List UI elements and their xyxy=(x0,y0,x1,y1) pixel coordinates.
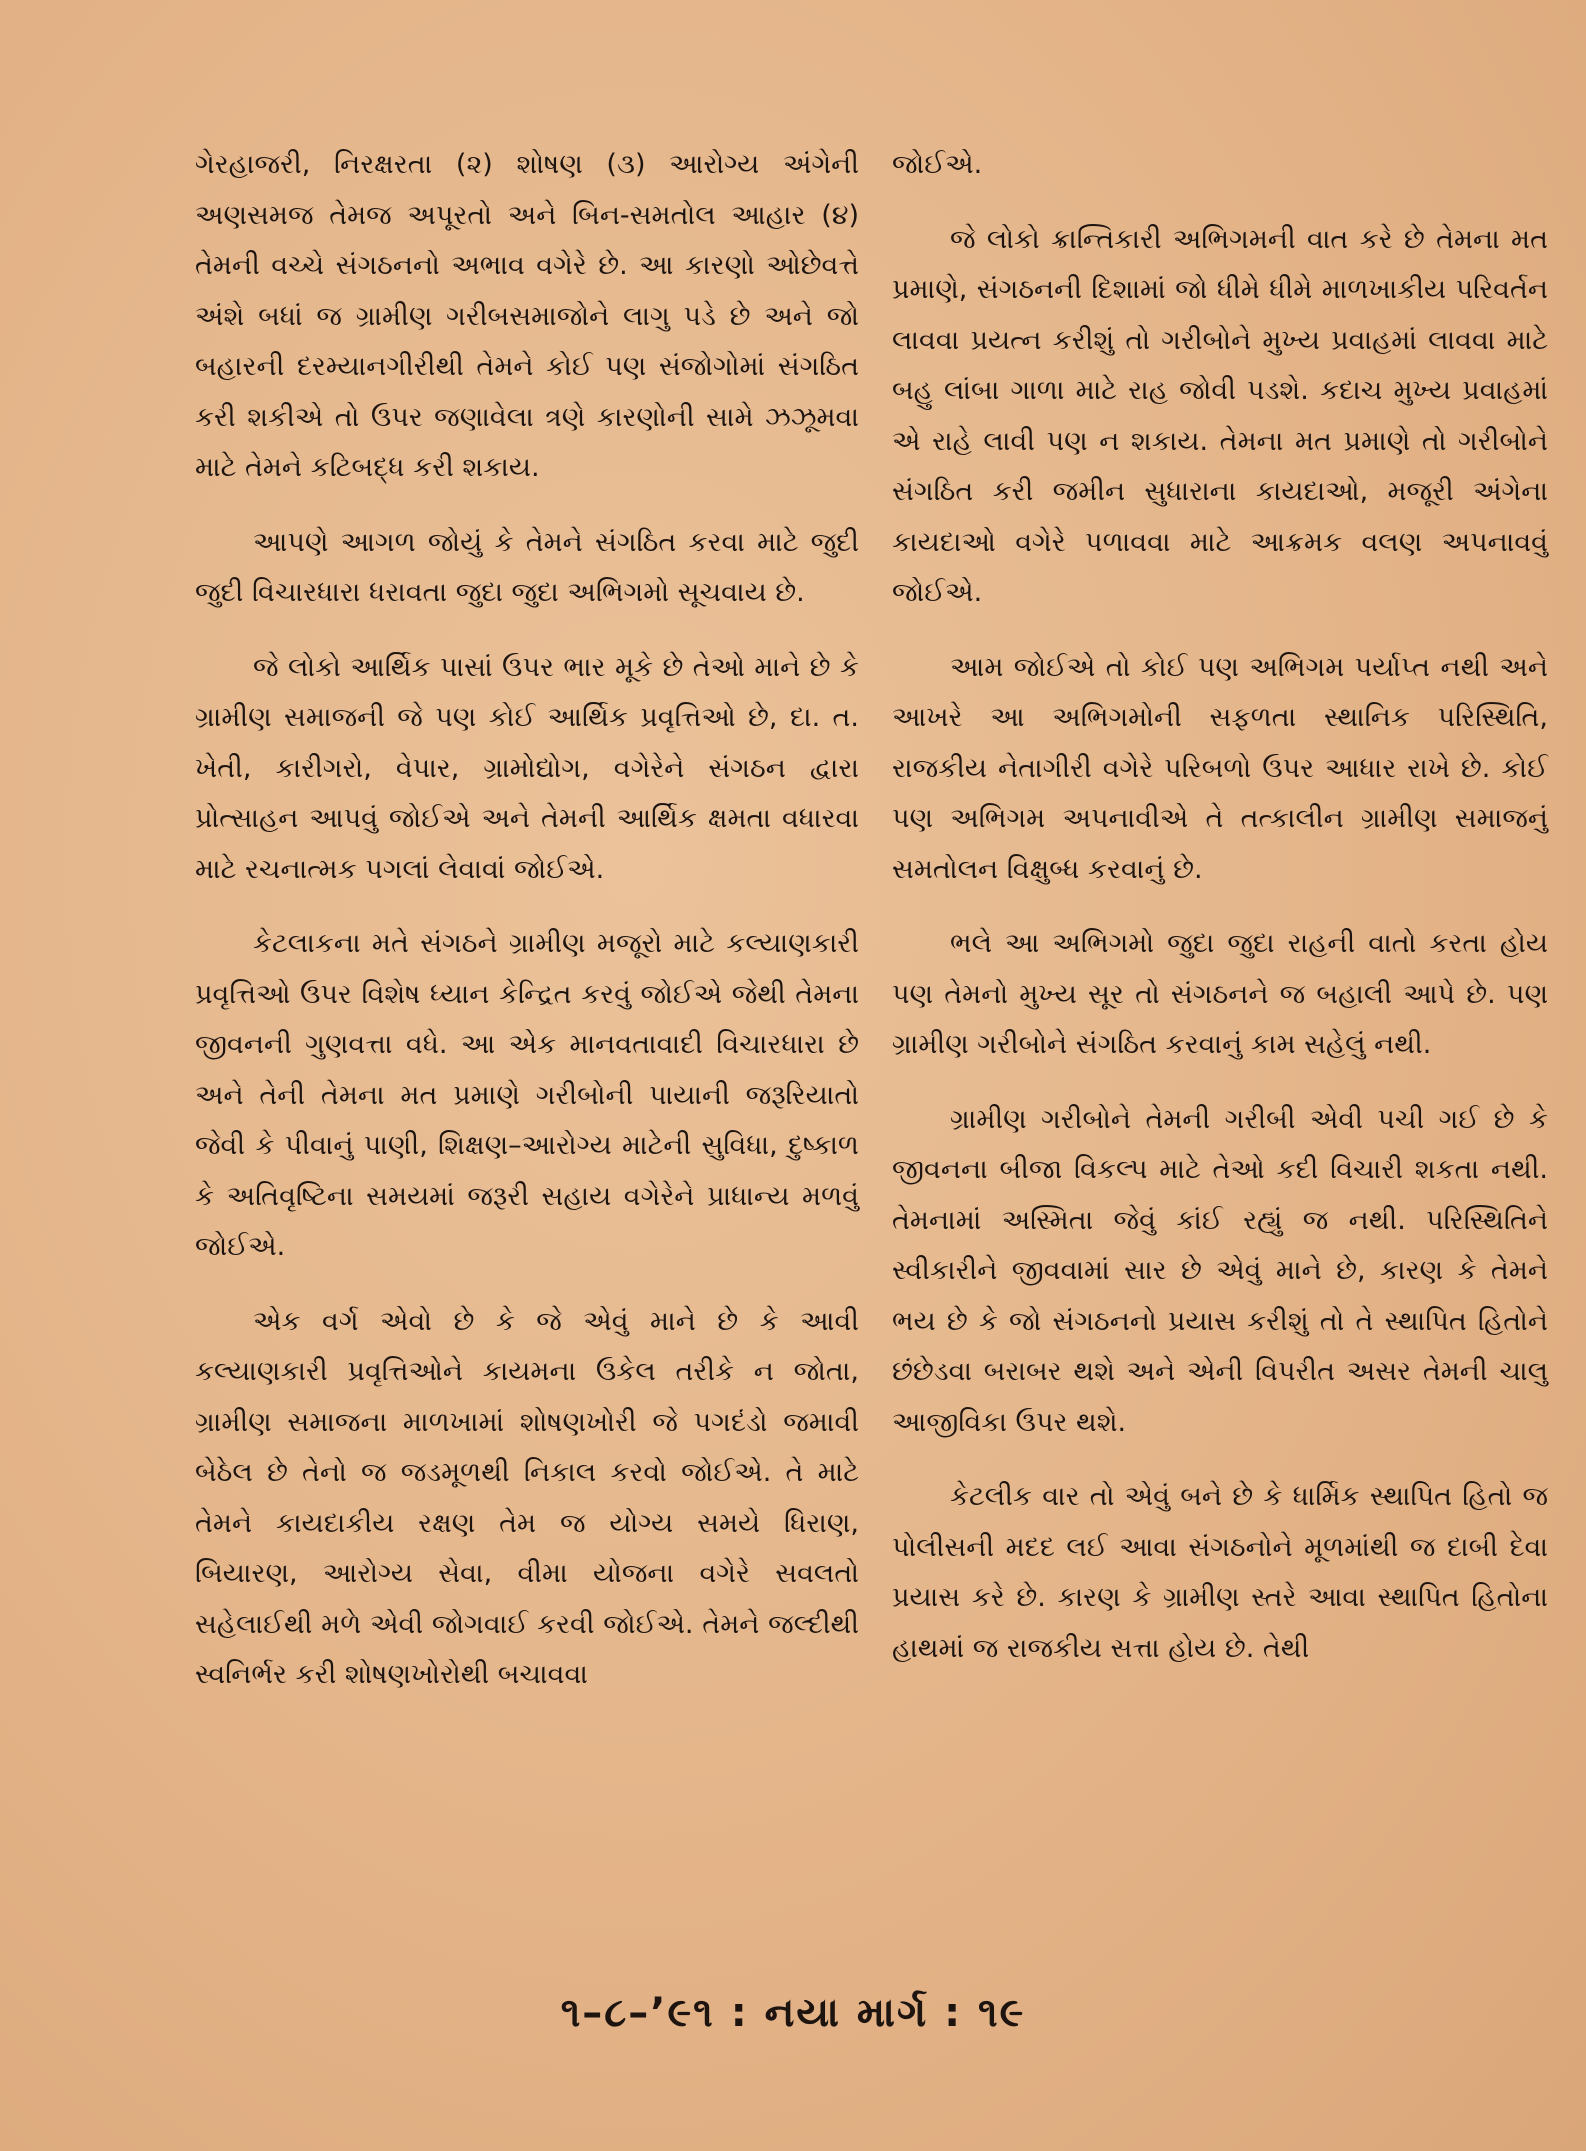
paragraph: ગ્રામીણ ગરીબોને તેમની ગરીબી એવી પચી ગઈ છે કે જીવનના બીજા વિકલ્પ માટે તેઓ કદી વિચારી શકતા નથી. તેમનામાં અસ્મિતા જેવું કાંઈ રહ્યું જ નથી. પરિસ્થિતિને સ્વીકારીને જીવવામાં સાર છે એવું માને છે, કારણ કે તેમને ભય છે કે જો સંગઠનનો પ્રયાસ કરીશું તો તે સ્થાપિત હિતોને છંછેડવા બરાબર થશે અને એની વિપરીત અસર તેમની ચાલુ આજીવિકા ઉપર થશે. xyxy=(892,1103,1548,1438)
page-footer: ૧–૮–’૯૧ : નયા માર્ગ : ૧૯ xyxy=(560,1990,1026,2036)
paragraph: જે લોકો ક્રાન્તિકારી અભિગમની વાત કરે છે તેમના મત પ્રમાણે, સંગઠનની દિશામાં જો ધીમે ધીમે માળખાકીય પરિવર્તન લાવવા પ્રયત્ન કરીશું તો ગરીબોને મુખ્ય પ્રવાહમાં લાવવા માટે બહુ લાંબા ગાળા માટે રાહ જોવી પડશે. કદાચ મુખ્ય પ્રવાહમાં એ રાહે લાવી પણ ન શકાય. તેમના મત પ્રમાણે તો ગરીબોને સંગઠિત કરી જમીન સુધારાના કાયદાઓ, મજૂરી અંગેના કાયદાઓ વગેરે પળાવવા માટે આક્રમક વલણ અપનાવવું જોઈએ. xyxy=(892,223,1548,608)
paragraph: કેટલીક વાર તો એવું બને છે કે ધાર્મિક સ્થાપિત હિતો જ પોલીસની મદદ લઈ આવા સંગઠનોને મૂળમાંથી જ દાબી દેવા પ્રયાસ કરે છે. કારણ કે ગ્રામીણ સ્તરે આવા સ્થાપિત હિતોના હાથમાં જ રાજકીય સત્તા હોય છે. તેથી xyxy=(892,1481,1548,1664)
left-column xyxy=(195,140,859,1701)
right-column xyxy=(892,140,1548,1674)
paragraph: જોઈએ. xyxy=(892,149,983,180)
paragraph: ગેરહાજરી, નિરક્ષરતા (૨) શોષણ (૩) આરોગ્ય અંગેની અણસમજ તેમજ અપૂરતો અને બિન-સમતોલ આહાર (૪) તેમની વચ્ચે સંગઠનનો અભાવ વગેરે છે. આ કારણો ઓછેવત્તે અંશે બધાં જ ગ્રામીણ ગરીબસમાજોને લાગુ પડે છે અને જો બહારની દરમ્યાનગીરીથી તેમને કોઈ પણ સંજોગોમાં સંગઠિત કરી શકીએ તો ઉપર જણાવેલા ત્રણે કારણોની સામે ઝઝૂમવા માટે તેમને કટિબદ્ધ કરી શકાય. xyxy=(195,149,859,483)
paragraph: કેટલાકના મતે સંગઠને ગ્રામીણ મજૂરો માટે કલ્યાણકારી પ્રવૃત્તિઓ ઉપર વિશેષ ધ્યાન કેન્દ્રિત કરવું જોઈએ જેથી તેમના જીવનની ગુણવત્તા વધે. આ એક માનવતાવાદી વિચારધારા છે અને તેની તેમના મત પ્રમાણે ગરીબોની પાયાની જરૂરિયાતો જેવી કે પીવાનું પાણી, શિક્ષણ–આરોગ્ય માટેની સુવિધા, દુષ્કાળ કે અતિવૃષ્ટિના સમયમાં જરૂરી સહાય વગેરેને પ્રાધાન્ય મળવું જોઈએ. xyxy=(195,928,859,1262)
paragraph: જે લોકો આર્થિક પાસાં ઉપર ભાર મૂકે છે તેઓ માને છે કે ગ્રામીણ સમાજની જે પણ કોઈ આર્થિક પ્રવૃત્તિઓ છે, દા. ત. ખેતી, કારીગરો, વેપાર, ગ્રામોદ્યોગ, વગેરેને સંગઠન દ્વારા પ્રોત્સાહન આપવું જોઈએ અને તેમની આર્થિક ક્ષમતા વધારવા માટે રચનાત્મક પગલાં લેવાવાં જોઈએ. xyxy=(195,651,859,885)
paragraph: એક વર્ગ એવો છે કે જે એવું માને છે કે આવી કલ્યાણકારી પ્રવૃત્તિઓને કાયમના ઉકેલ તરીકે ન જોતા, ગ્રામીણ સમાજના માળખામાં શોષણખોરી જે પગદંડો જમાવી બેઠેલ છે તેનો જ જડમૂળથી નિકાલ કરવો જોઈએ. તે માટે તેમને કાયદાકીય રક્ષણ તેમ જ યોગ્ય સમયે ધિરાણ, બિયારણ, આરોગ્ય સેવા, વીમા યોજના વગેરે સવલતો સહેલાઈથી મળે એવી જોગવાઈ કરવી જોઈએ. તેમને જલ્દીથી સ્વનિર્ભર કરી શોષણખોરોથી બચાવવા xyxy=(195,1305,859,1690)
paragraph: ભલે આ અભિગમો જુદા જુદા રાહની વાતો કરતા હોય પણ તેમનો મુખ્ય સૂર તો સંગઠનને જ બહાલી આપે છે. પણ ગ્રામીણ ગરીબોને સંગઠિત કરવાનું કામ સહેલું નથી. xyxy=(892,928,1548,1060)
paragraph: આમ જોઈએ તો કોઈ પણ અભિગમ પર્યાપ્ત નથી અને આખરે આ અભિગમોની સફળતા સ્થાનિક પરિસ્થિતિ, રાજકીય નેતાગીરી વગેરે પરિબળો ઉપર આધાર રાખે છે. કોઈ પણ અભિગમ અપનાવીએ તે તત્કાલીન ગ્રામીણ સમાજનું સમતોલન વિક્ષુબ્ધ કરવાનું છે. xyxy=(892,651,1548,885)
paragraph: આપણે આગળ જોયું કે તેમને સંગઠિત કરવા માટે જુદી જુદી વિચારધારા ધરાવતા જુદા જુદા અભિગમો સૂચવાય છે. xyxy=(195,526,859,608)
